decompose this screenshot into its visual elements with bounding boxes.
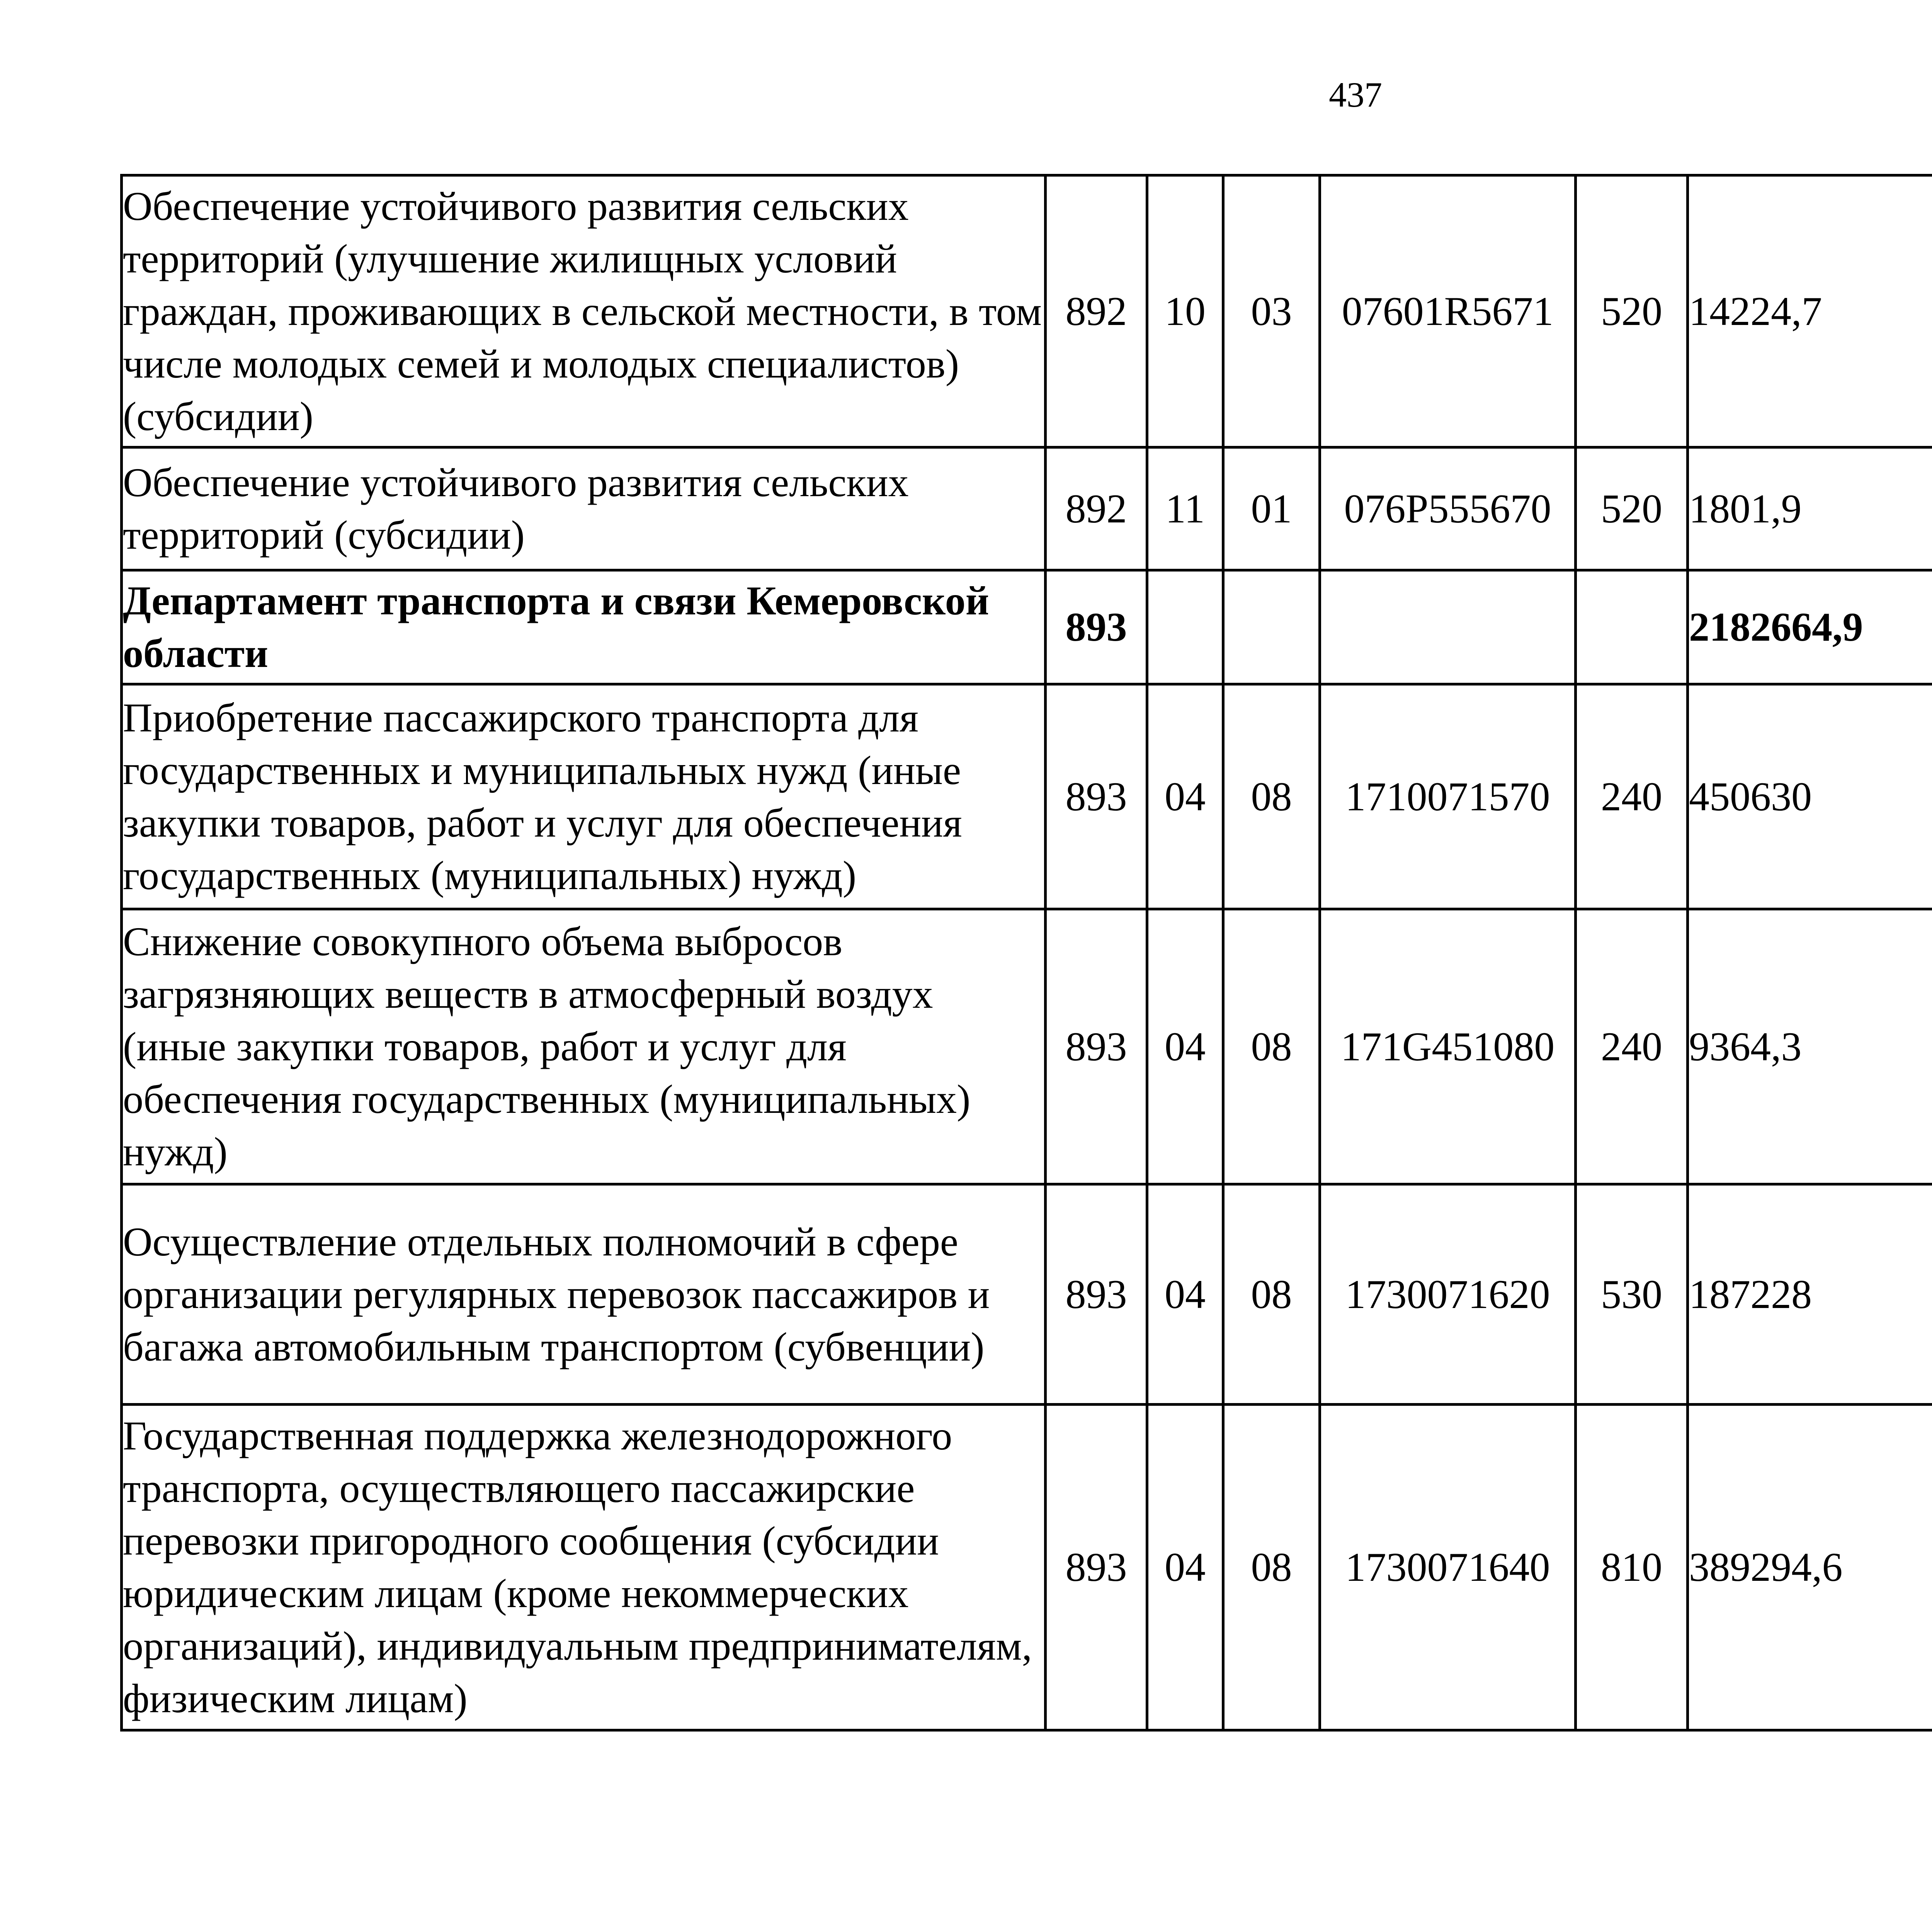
- row-ved-code: 892: [1046, 447, 1147, 570]
- row-amount-year1: 389294,6: [1688, 1405, 1932, 1730]
- row-expense-type: 520: [1576, 447, 1688, 570]
- row-subsection-code: 08: [1223, 684, 1320, 909]
- table-row: [122, 447, 1932, 570]
- row-expense-type: 240: [1576, 684, 1688, 909]
- row-expense-type: [1576, 570, 1688, 684]
- row-ved-code: 892: [1046, 175, 1147, 447]
- row-subsection-code: 08: [1223, 1405, 1320, 1730]
- row-section-code: 04: [1147, 909, 1223, 1184]
- table-row: [122, 684, 1932, 909]
- row-section-code: 11: [1147, 447, 1223, 570]
- row-name: Департамент транспорта и связи Кемеровской области: [122, 570, 1046, 684]
- row-amount-year1: 2182664,9: [1688, 570, 1932, 684]
- row-expense-type: 530: [1576, 1184, 1688, 1405]
- row-target-article: 1730071640: [1320, 1405, 1576, 1730]
- budget-table: [120, 174, 1932, 1732]
- row-target-article: 076P555670: [1320, 447, 1576, 570]
- row-ved-code: 893: [1046, 570, 1147, 684]
- table-row: [122, 1184, 1932, 1405]
- row-target-article: 171G451080: [1320, 909, 1576, 1184]
- row-target-article: 1710071570: [1320, 684, 1576, 909]
- row-subsection-code: 08: [1223, 1184, 1320, 1405]
- row-name: Осуществление отдельных полномочий в сфере организации регулярных перевозок пассажиров и багажа автомобильным транспортом (субвенции): [122, 1184, 1046, 1405]
- page-number: 437: [1329, 75, 1382, 114]
- row-ved-code: 893: [1046, 1184, 1147, 1405]
- row-section-code: 10: [1147, 175, 1223, 447]
- row-name: Государственная поддержка железнодорожного транспорта, осуществляющего пассажирские перевозки пригородного сообщения (субсидии юридическим лицам (кроме некоммерческих организаций), индивидуальным предпринимателям, физическим лицам): [122, 1405, 1046, 1730]
- row-target-article: 1730071620: [1320, 1184, 1576, 1405]
- row-subsection-code: 01: [1223, 447, 1320, 570]
- row-amount-year1: 1801,9: [1688, 447, 1932, 570]
- row-ved-code: 893: [1046, 684, 1147, 909]
- row-expense-type: 240: [1576, 909, 1688, 1184]
- row-expense-type: 810: [1576, 1405, 1688, 1730]
- row-section-code: 04: [1147, 1184, 1223, 1405]
- row-amount-year1: 14224,7: [1688, 175, 1932, 447]
- table-row: [122, 909, 1932, 1184]
- table-row-department: [122, 570, 1932, 684]
- row-ved-code: 893: [1046, 1405, 1147, 1730]
- row-amount-year1: 187228: [1688, 1184, 1932, 1405]
- row-amount-year1: 9364,3: [1688, 909, 1932, 1184]
- row-section-code: 04: [1147, 684, 1223, 909]
- row-target-article: 07601R5671: [1320, 175, 1576, 447]
- row-expense-type: 520: [1576, 175, 1688, 447]
- row-name: Обеспечение устойчивого развития сельских территорий (субсидии): [122, 447, 1046, 570]
- row-subsection-code: 08: [1223, 909, 1320, 1184]
- row-section-code: [1147, 570, 1223, 684]
- row-ved-code: 893: [1046, 909, 1147, 1184]
- row-amount-year1: 450630: [1688, 684, 1932, 909]
- row-subsection-code: 03: [1223, 175, 1320, 447]
- table-row: [122, 175, 1932, 447]
- row-subsection-code: [1223, 570, 1320, 684]
- table-row: [122, 1405, 1932, 1730]
- row-target-article: [1320, 570, 1576, 684]
- row-section-code: 04: [1147, 1405, 1223, 1730]
- row-name: Приобретение пассажирского транспорта для государственных и муниципальных нужд (иные закупки товаров, работ и услуг для обеспечения государственных (муниципальных) нужд): [122, 684, 1046, 909]
- row-name: Обеспечение устойчивого развития сельских территорий (улучшение жилищных условий граждан, проживающих в сельской местности, в том числе молодых семей и молодых специалистов) (субсидии): [122, 175, 1046, 447]
- row-name: Снижение совокупного объема выбросов загрязняющих веществ в атмосферный воздух (иные закупки товаров, работ и услуг для обеспечения государственных (муниципальных) нужд): [122, 909, 1046, 1184]
